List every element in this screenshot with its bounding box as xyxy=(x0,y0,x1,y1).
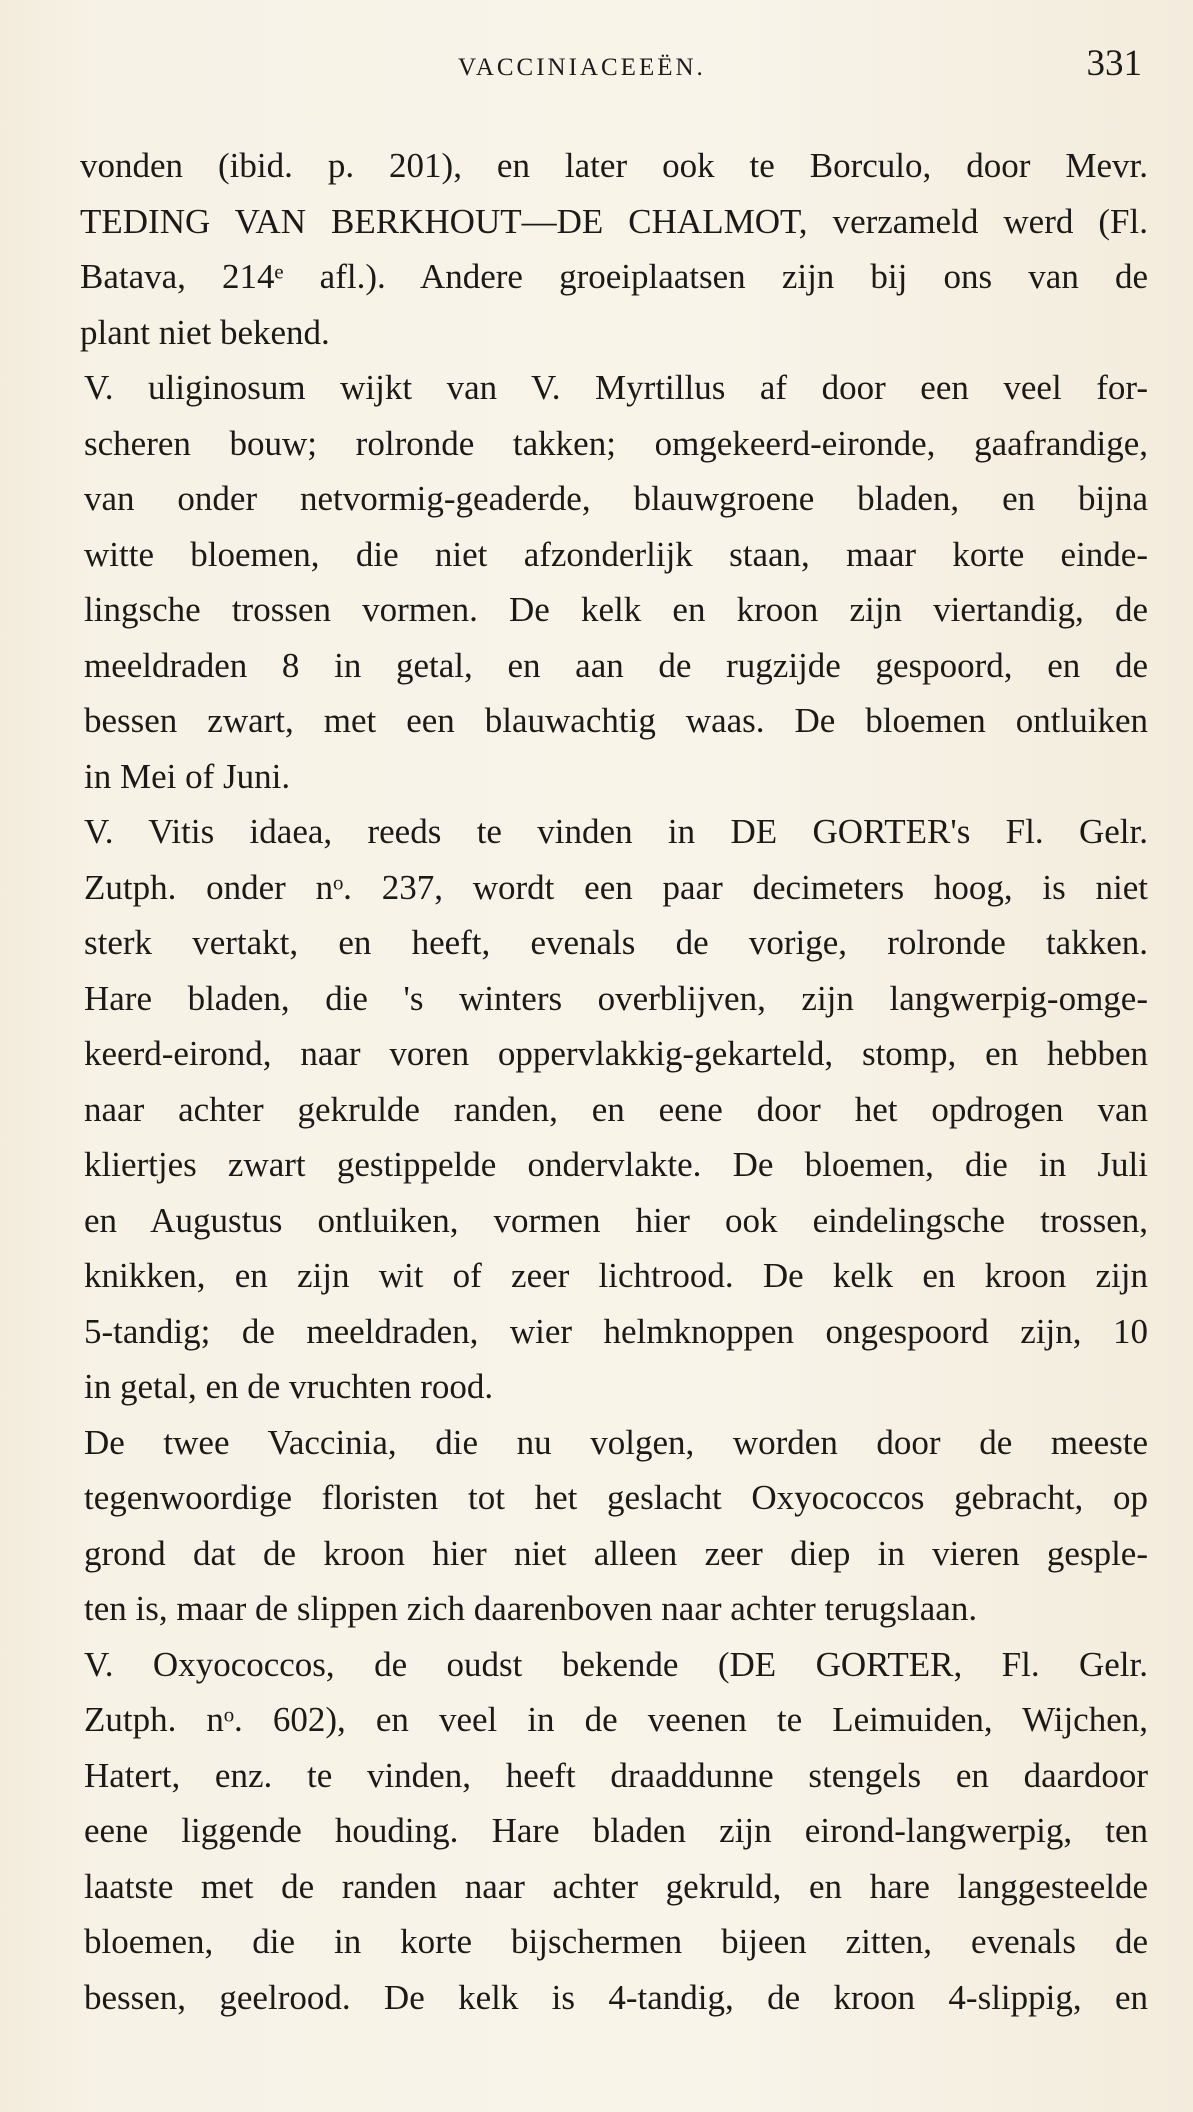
text-line: bessen zwart, met een blauwachtig waas. De bloemen ontluiken xyxy=(84,701,1148,740)
text-line: naar achter gekrulde randen, en eene door het opdrogen van xyxy=(84,1089,1148,1129)
text-line: grond dat de kroon hier niet alleen zeer diep in vieren gesple- xyxy=(84,1533,1148,1573)
text-line: keerd-eirond, naar voren oppervlakkig-gekarteld, stomp, en hebben xyxy=(84,1034,1148,1073)
text-line: van onder netvormig-geaderde, blauwgroene bladen, en bijna xyxy=(84,479,1148,518)
text-line: en Augustus ontluiken, vormen hier ook eindelingsche trossen, xyxy=(84,1200,1148,1240)
text-line: 5-tandig; de meeldraden, wier helmknoppen ongespoord zijn, 10 xyxy=(84,1311,1148,1351)
text-line: TEDING VAN BERKHOUT—DE CHALMOT, verzameld werd (Fl. xyxy=(80,201,1148,241)
page-header xyxy=(0,42,1148,92)
paragraph-4 xyxy=(80,1415,1148,1637)
text-line: in Mei of Juni. xyxy=(84,756,291,796)
text-line: sterk vertakt, en heeft, evenals de vorige, rolronde takken. xyxy=(84,923,1148,962)
text-line: bessen, geelrood. De kelk is 4-tandig, de kroon 4-slippig, en xyxy=(84,1977,1148,2017)
paragraph-3 xyxy=(80,804,1148,1415)
running-head: VACCINIACEEËN. xyxy=(458,54,706,81)
text-line: Hare bladen, die 's winters overblijven, zijn langwerpig-omge- xyxy=(84,978,1148,1018)
text-line: Zutph. nᵒ. 602), en veel in de veenen te Leimuiden, Wijchen, xyxy=(84,1700,1148,1739)
text-line: knikken, en zijn wit of zeer lichtrood. De kelk en kroon zijn xyxy=(84,1256,1148,1295)
body-text xyxy=(80,138,1148,2025)
text-line: Zutph. onder nᵒ. 237, wordt een paar decimeters hoog, is niet xyxy=(84,867,1148,907)
text-line: in getal, en de vruchten rood. xyxy=(84,1367,494,1406)
text-line: scheren bouw; rolronde takken; omgekeerd-eironde, gaafrandige, xyxy=(84,423,1148,463)
paragraph-2 xyxy=(80,360,1148,804)
text-line: eene liggende houding. Hare bladen zijn eirond-langwerpig, ten xyxy=(84,1811,1148,1850)
page-number: 331 xyxy=(1086,43,1142,84)
text-line: Batava, 214ᵉ afl.). Andere groeiplaatsen zijn bij ons van de xyxy=(80,257,1148,296)
text-line: plant niet bekend. xyxy=(80,312,330,352)
text-line: laatste met de randen naar achter gekruld, en hare langgesteelde xyxy=(84,1866,1148,1906)
text-line: bloemen, die in korte bijschermen bijeen zitten, evenals de xyxy=(84,1922,1148,1961)
text-line: ten is, maar de slippen zich daarenboven naar achter terugslaan. xyxy=(84,1589,978,1628)
text-line: V. uliginosum wijkt van V. Myrtillus af door een veel for- xyxy=(84,368,1148,407)
text-line: witte bloemen, die niet afzonderlijk staan, maar korte einde- xyxy=(84,534,1148,574)
text-line: Hatert, enz. te vinden, heeft draaddunne stengels en daardoor xyxy=(84,1755,1148,1795)
text-line: meeldraden 8 in getal, en aan de rugzijde gespoord, en de xyxy=(84,645,1148,685)
text-line: kliertjes zwart gestippelde ondervlakte. De bloemen, die in Juli xyxy=(84,1145,1148,1184)
text-line: tegenwoordige floristen tot het geslacht Oxyococcos gebracht, op xyxy=(84,1478,1148,1517)
text-line: vonden (ibid. p. 201), en later ook te Borculo, door Mevr. xyxy=(80,146,1148,185)
paragraph-5 xyxy=(80,1637,1148,2026)
text-line: De twee Vaccinia, die nu volgen, worden door de meeste xyxy=(84,1422,1148,1462)
text-line: V. Oxyococcos, de oudst bekende (DE GORTER, Fl. Gelr. xyxy=(84,1644,1148,1684)
text-line: lingsche trossen vormen. De kelk en kroon zijn viertandig, de xyxy=(84,590,1148,629)
paragraph-1 xyxy=(80,138,1148,360)
text-line: V. Vitis idaea, reeds te vinden in DE GORTER's Fl. Gelr. xyxy=(84,812,1148,851)
